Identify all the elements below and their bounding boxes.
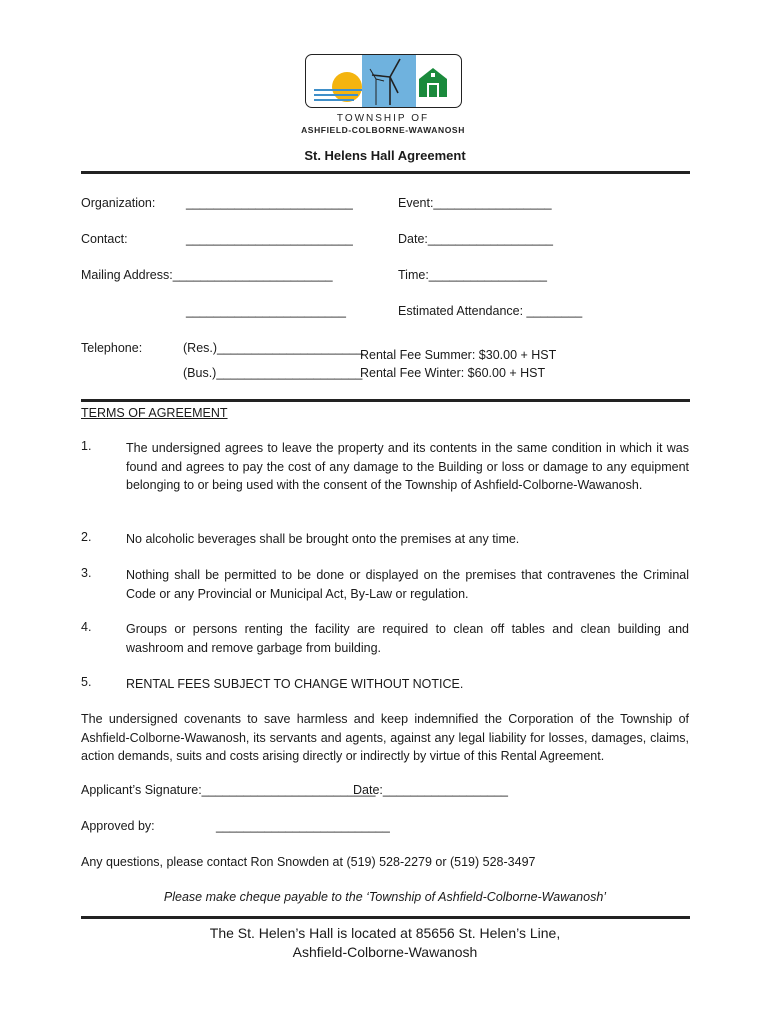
rental-fee-winter: Rental Fee Winter: $60.00 + HST [360,366,546,380]
cheque-note: Please make cheque payable to the ‘Township of Ashfield-Colborne-Wawanosh’ [163,890,607,904]
mailing-address-line2[interactable]: _______________________ [186,304,346,318]
water-line [314,99,354,101]
contact-label: Contact: [81,232,128,246]
date-field[interactable]: Date:__________________ [398,232,554,246]
indemnity-paragraph: The undersigned covenants to save harmless and keep indemnified the Corporation of the Township of Ashfield-Colborne-Wawanosh, its servants and agents, against any legal liability for losses, damages, claims, action demands, suits and costs arising directly or indirectly by virtue of this Rental Agreement. [81,712,689,763]
term-text: Nothing shall be permitted to be done or displayed on the premises that contravenes the Criminal Code or any Provincial or Municipal Act, By-Law or regulation. [126,568,689,601]
footer-line2: Ashfield-Colborne-Wawanosh [292,944,478,960]
sun-icon [332,72,362,102]
term-text: The undersigned agrees to leave the property and its contents in the same condition in which it was found and agrees to pay the cost of any damage to the Building or loss or damage to any equipment belonging to or being used with the consent of the Township of Ashfield-Colborne-Wawanosh. [126,441,689,492]
term-text: Groups or persons renting the facility are required to clean off tables and clean building and washroom and remove garbage from building. [126,622,689,655]
footer-line1: The St. Helen’s Hall is located at 85656 St. Helen’s Line, [209,925,561,941]
logo-graphic [305,54,462,108]
time-field[interactable]: Time:_________________ [398,268,547,282]
signature-date-field[interactable]: Date:__________________ [353,783,509,797]
term-number: 4. [81,620,92,634]
term-text: RENTAL FEES SUBJECT TO CHANGE WITHOUT NOTICE. [126,677,464,691]
contact-note: Any questions, please contact Ron Snowden at (519) 528-2279 or (519) 528-3497 [81,855,536,869]
term-number: 5. [81,675,92,689]
contact-field[interactable]: ________________________ [186,232,353,246]
logo-text-township: TOWNSHIP OF [336,113,430,124]
telephone-label: Telephone: [81,341,143,355]
attendance-field[interactable]: Estimated Attendance: ________ [398,304,583,318]
rental-fee-summer: Rental Fee Summer: $30.00 + HST [360,348,557,362]
term-number: 3. [81,566,92,580]
telephone-bus-field[interactable]: (Bus.)_____________________ [183,366,363,380]
page-title: St. Helens Hall Agreement [304,148,466,163]
mailing-address-field[interactable]: Mailing Address:_______________________ [81,268,333,282]
section-divider [81,399,690,402]
approved-by-label: Approved by: [81,819,155,833]
terms-heading: TERMS OF AGREEMENT [81,406,228,420]
event-field[interactable]: Event:_________________ [398,196,552,210]
applicant-signature-field[interactable]: Applicant’s Signature:_________________________ [81,783,376,797]
title-divider [81,171,690,174]
term-number: 1. [81,439,92,453]
telephone-res-field[interactable]: (Res.)_____________________ [183,341,364,355]
approved-by-field[interactable]: _________________________ [216,819,390,833]
water-line [314,94,358,96]
organization-field[interactable]: ________________________ [186,196,353,210]
water-line [314,89,362,91]
footer-divider [81,916,690,919]
wind-turbine-icon [366,57,414,105]
term-text: No alcoholic beverages shall be brought onto the premises at any time. [126,532,520,546]
barn-icon [416,65,450,99]
organization-label: Organization: [81,196,156,210]
term-number: 2. [81,530,92,544]
logo-text-name: ASHFIELD-COLBORNE-WAWANOSH [301,125,465,135]
